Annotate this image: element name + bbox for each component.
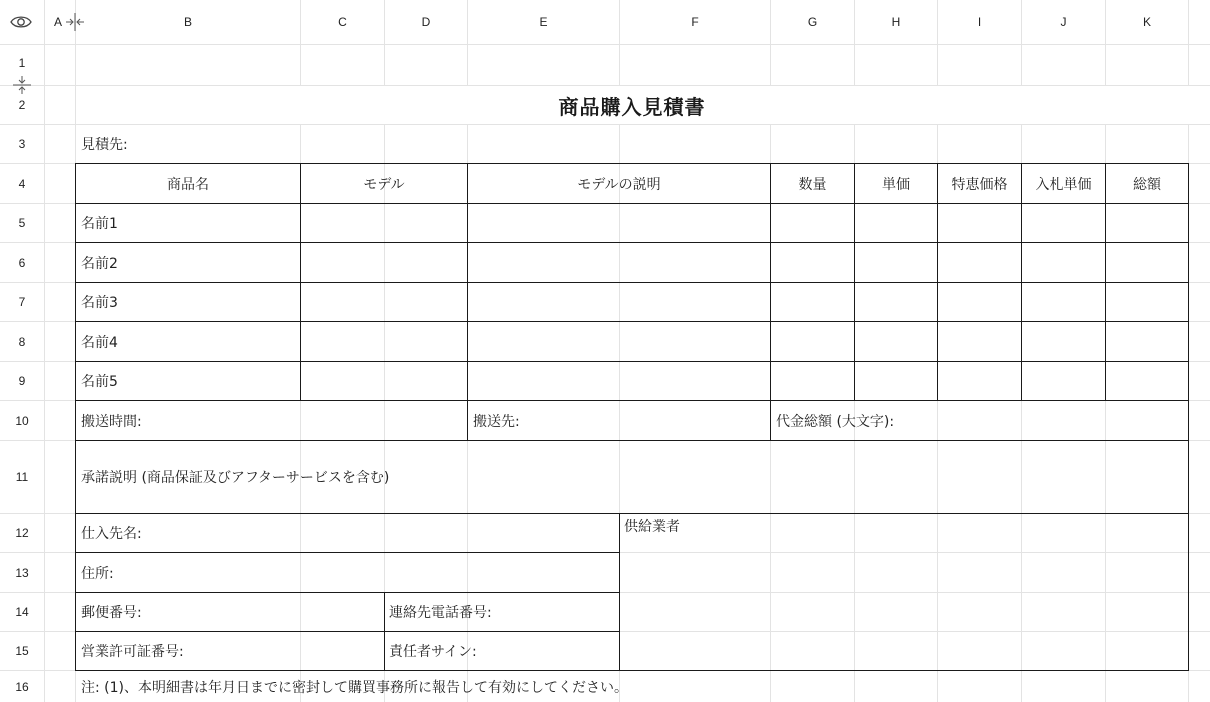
item-name-5[interactable]: 名前5 bbox=[81, 374, 118, 390]
row-header-8[interactable]: 8 bbox=[18, 334, 26, 349]
row-header-7[interactable]: 7 bbox=[18, 295, 26, 309]
row-resize-icon[interactable] bbox=[12, 74, 32, 96]
shipping-destination-cell[interactable]: 搬送先: bbox=[473, 413, 520, 430]
shipping-time-cell[interactable]: 搬送時間: bbox=[81, 413, 142, 430]
header-unit-price[interactable]: 単価 bbox=[882, 176, 910, 193]
row-header-11[interactable]: 11 bbox=[15, 470, 29, 484]
column-header-k[interactable]: K bbox=[1142, 15, 1151, 29]
column-header-j[interactable]: J bbox=[1060, 15, 1067, 29]
row-header-9[interactable]: 9 bbox=[18, 374, 26, 388]
header-special-price[interactable]: 特恵価格 bbox=[951, 176, 1008, 193]
supplier-name-cell[interactable]: 仕入先名: bbox=[81, 526, 142, 542]
row-header-1[interactable]: 1 bbox=[18, 56, 26, 70]
column-header-g[interactable]: G bbox=[807, 15, 818, 29]
header-bid-unit-price[interactable]: 入札単価 bbox=[1035, 176, 1092, 193]
column-header-d[interactable]: D bbox=[421, 15, 431, 29]
postal-code-cell[interactable]: 郵便番号: bbox=[81, 605, 142, 621]
column-resize-icon[interactable] bbox=[64, 12, 86, 32]
column-header-c[interactable]: C bbox=[338, 15, 347, 29]
header-model-description[interactable]: モデルの説明 bbox=[577, 176, 661, 193]
column-header-h[interactable]: H bbox=[891, 15, 901, 29]
row-header-14[interactable]: 14 bbox=[15, 605, 29, 619]
header-product-name[interactable]: 商品名 bbox=[167, 176, 209, 193]
row-header-13[interactable]: 13 bbox=[15, 565, 29, 580]
header-total[interactable]: 総額 bbox=[1133, 176, 1161, 193]
total-in-words-cell[interactable]: 代金総額 (大文字): bbox=[776, 413, 895, 430]
header-quantity[interactable]: 数量 bbox=[798, 176, 827, 193]
column-header-a[interactable]: A bbox=[53, 15, 62, 29]
quote-to-cell[interactable]: 見積先: bbox=[81, 137, 128, 153]
header-model[interactable]: モデル bbox=[363, 176, 405, 193]
column-header-f[interactable]: F bbox=[691, 15, 699, 29]
item-name-1[interactable]: 名前1 bbox=[81, 216, 118, 232]
row-header-16[interactable]: 16 bbox=[15, 679, 29, 694]
contact-phone-cell[interactable]: 連絡先電話番号: bbox=[389, 605, 492, 621]
row-header-5[interactable]: 5 bbox=[18, 216, 26, 230]
row-header-15[interactable]: 15 bbox=[15, 644, 29, 658]
commitment-description-cell[interactable]: 承諾説明 (商品保証及びアフターサービスを含む) bbox=[81, 470, 390, 486]
row-header-4[interactable]: 4 bbox=[18, 176, 26, 191]
address-cell[interactable]: 住所: bbox=[81, 565, 114, 582]
column-header-e[interactable]: E bbox=[539, 15, 548, 29]
column-header-b[interactable]: B bbox=[183, 15, 192, 29]
item-name-2[interactable]: 名前2 bbox=[81, 255, 118, 272]
row-header-12[interactable]: 12 bbox=[15, 526, 29, 540]
supplier-cell[interactable]: 供給業者 bbox=[624, 519, 680, 535]
row-header-6[interactable]: 6 bbox=[18, 255, 26, 270]
responsible-signature-cell[interactable]: 責任者サイン: bbox=[389, 644, 477, 660]
item-name-4[interactable]: 名前4 bbox=[81, 334, 118, 351]
item-name-3[interactable]: 名前3 bbox=[81, 295, 118, 311]
row-header-3[interactable]: 3 bbox=[18, 137, 26, 151]
column-header-i[interactable]: I bbox=[977, 15, 982, 29]
note-cell[interactable]: 注: (1)、本明細書は年月日までに密封して購買事務所に報告して有効にしてください。 bbox=[81, 679, 628, 696]
license-number-cell[interactable]: 営業許可証番号: bbox=[81, 644, 184, 660]
form-title[interactable]: 商品購入見積書 bbox=[558, 94, 706, 119]
row-header-10[interactable]: 10 bbox=[15, 413, 29, 428]
row-header-2[interactable]: 2 bbox=[18, 98, 26, 112]
eye-icon[interactable] bbox=[10, 14, 32, 30]
